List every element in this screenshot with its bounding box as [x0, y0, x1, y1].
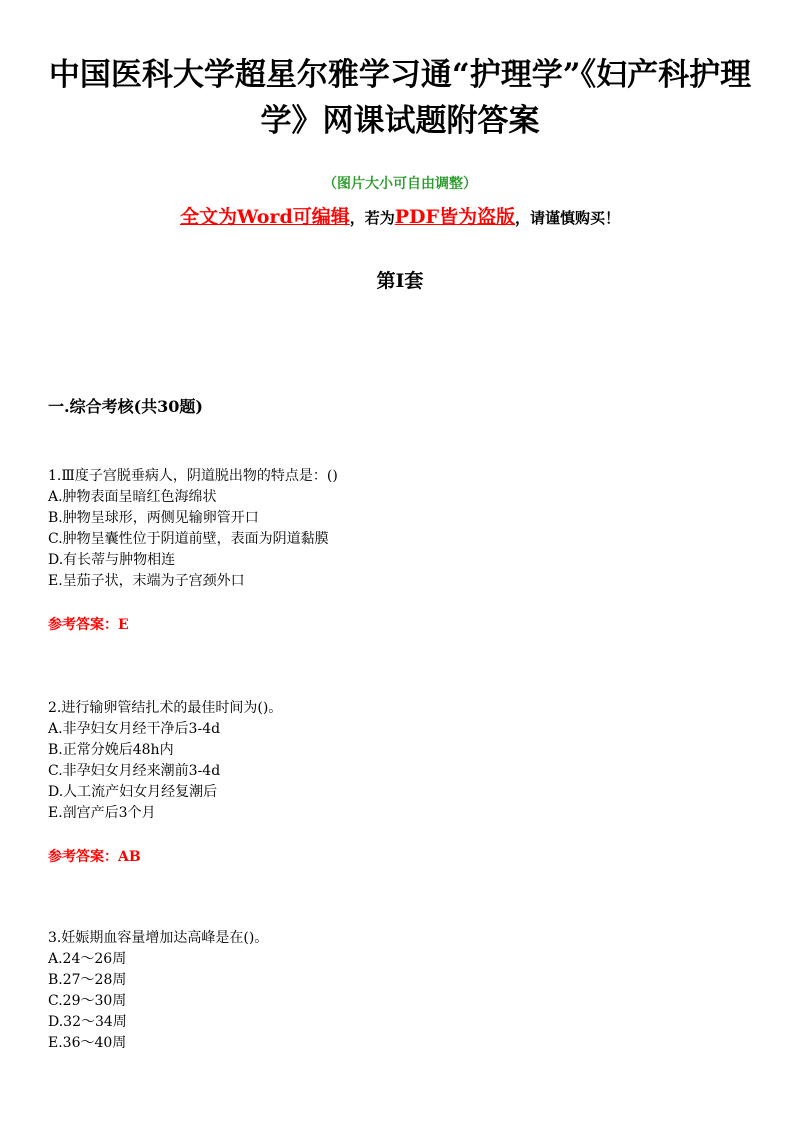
option-b: B.正常分娩后48h内 [48, 742, 174, 758]
question-1 [48, 466, 758, 636]
option-e: E.呈茄子状，末端为子宫颈外口 [48, 573, 245, 589]
option-a: A.肿物表面呈暗红色海绵状 [48, 489, 217, 505]
copyright-warning [0, 204, 800, 231]
option-e: E.36～40周 [48, 1035, 127, 1051]
option-a: A.24～26周 [48, 951, 127, 967]
option-e: E.剖宫产后3个月 [48, 805, 156, 821]
question-stem: 3.妊娠期血容量增加达高峰是在()。 [48, 930, 269, 946]
option-b: B.肿物呈球形，两侧见输卵管开口 [48, 510, 259, 526]
warning-connector: ，若为 [349, 209, 395, 227]
question-3 [48, 928, 758, 1054]
option-c: C.非孕妇女月经来潮前3-4d [48, 763, 221, 779]
question-stem: 1.Ⅲ度子宫脱垂病人，阴道脱出物的特点是：() [48, 468, 338, 484]
answer-key: 参考答案：E [48, 617, 129, 633]
option-b: B.27～28周 [48, 972, 127, 988]
question-2 [48, 698, 758, 868]
option-a: A.非孕妇女月经干净后3-4d [48, 721, 221, 737]
section-heading: 一.综合考核(共30题) [48, 397, 203, 416]
pdf-piracy-notice: PDF皆为盗版 [394, 206, 516, 228]
question-stem: 2.进行输卵管结扎术的最佳时间为()。 [48, 700, 283, 716]
option-c: C.肿物呈囊性位于阴道前壁，表面为阴道黏膜 [48, 531, 329, 547]
option-d: D.32～34周 [48, 1014, 127, 1030]
option-d: D.有长蒂与肿物相连 [48, 552, 176, 568]
set-title: 第I套 [376, 270, 424, 292]
option-c: C.29～30周 [48, 993, 127, 1009]
word-editable-notice: 全文为Word可编辑 [179, 206, 350, 228]
document-title: 中国医科大学超星尔雅学习通“护理学”《妇产科护理学》网课试题附答案 [48, 57, 752, 139]
resize-note: （图片大小可自由调整） [323, 176, 477, 192]
purchase-caution: ，请谨慎购买！ [515, 209, 621, 227]
answer-key: 参考答案：AB [48, 849, 141, 865]
option-d: D.人工流产妇女月经复潮后 [48, 784, 218, 800]
